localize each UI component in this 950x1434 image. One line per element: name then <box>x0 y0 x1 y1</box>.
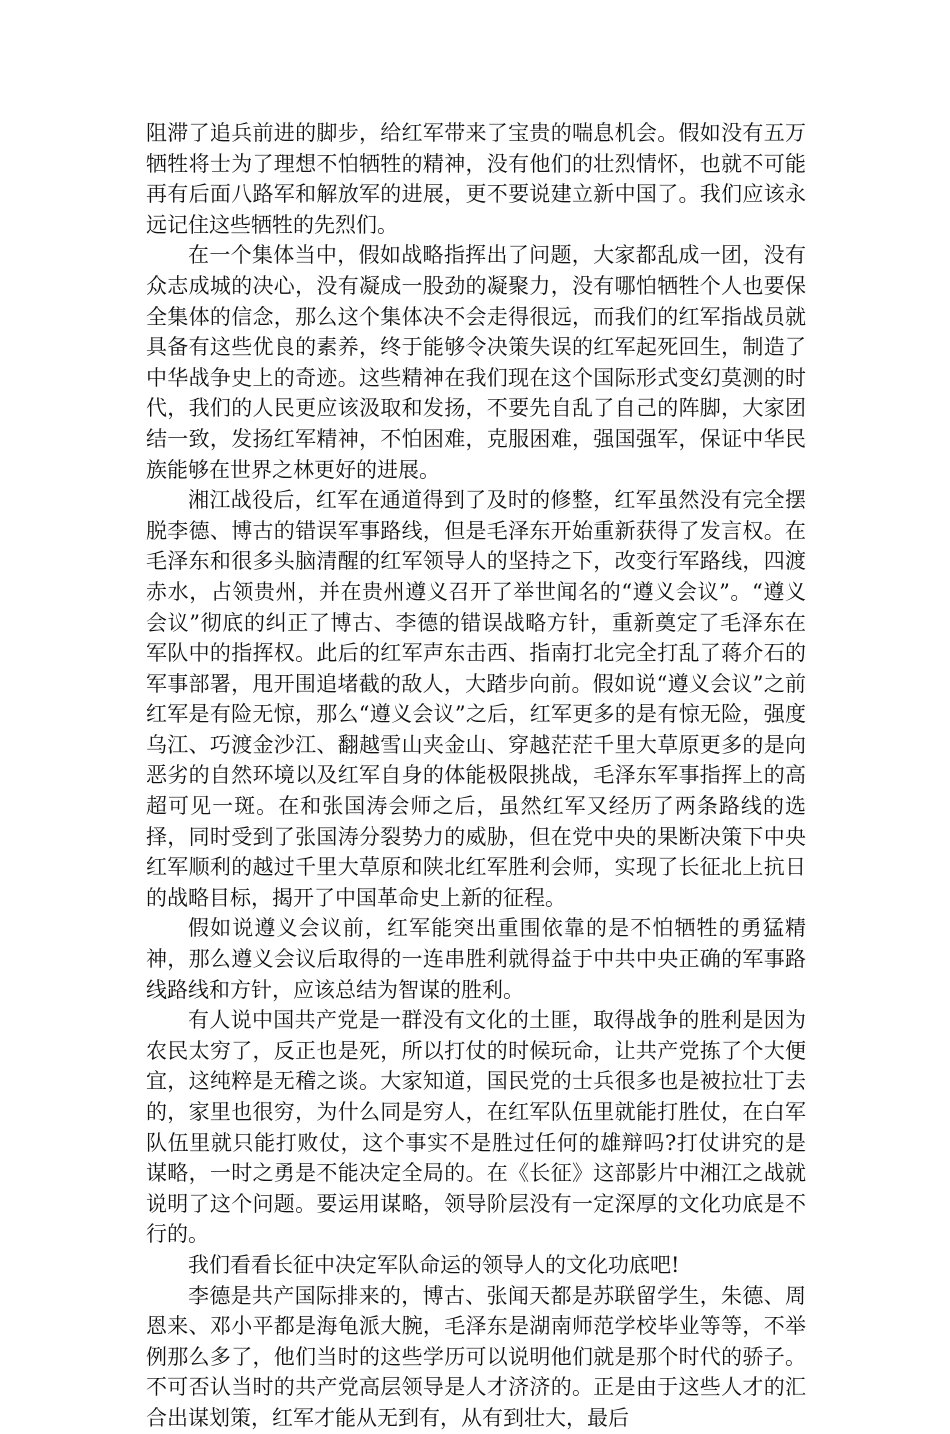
paragraph-7: 李德是共产国际排来的，博古、张闻天都是苏联留学生，朱德、周恩来、邓小平都是海龟派大腕，毛泽东是湖南师范学校毕业等等，不举例那么多了，他们当时的这些学历可以说明他们就是那个时代的骄子。不可否认当时的共产党高层领导是人才济济的。正是由于这些人才的汇合出谋划策，红军才能从无到有，从有到壮大，最后 <box>146 1283 806 1430</box>
paragraph-2: 在一个集体当中，假如战略指挥出了问题，大家都乱成一团，没有众志成城的决心，没有凝成一股劲的凝聚力，没有哪怕牺牲个人也要保全集体的信念，那么这个集体决不会走得很远，而我们的红军指战员就具备有这些优良的素养，终于能够令决策失误的红军起死回生，制造了中华战争史上的奇迹。这些精神在我们现在这个国际形式变幻莫测的时代，我们的人民更应该汲取和发扬，不要先自乱了自己的阵脚，大家团结一致，发扬红军精神，不怕困难，克服困难，强国强军，保证中华民族能够在世界之林更好的进展。 <box>146 243 806 482</box>
paragraph-3: 湘江战役后，红军在通道得到了及时的修整，红军虽然没有完全摆脱李德、博古的错误军事路线，但是毛泽东开始重新获得了发言权。在毛泽东和很多头脑清醒的红军领导人的坚持之下，改变行军路线，四渡赤水，占领贵州，并在贵州遵义召开了举世闻名的“遵义会议”。“遵义会议”彻底的纠正了博古、李德的错误战略方针，重新奠定了毛泽东在军队中的指挥权。此后的红军声东击西、指南打北完全打乱了蒋介石的军事部署，甩开围追堵截的敌人，大踏步向前。假如说“遵义会议”之前红军是有险无惊，那么“遵义会议”之后，红军更多的是有惊无险，强度乌江、巧渡金沙江、翻越雪山夹金山、穿越茫茫千里大草原更多的是向恶劣的自然环境以及红军自身的体能极限挑战，毛泽东军事指挥上的高超可见一斑。在和张国涛会师之后，虽然红军又经历了两条路线的选择，同时受到了张国涛分裂势力的威胁，但在党中央的果断决策下中央红军顺利的越过千里大草原和陕北红军胜利会师，实现了长征北上抗日的战略目标，揭开了中国革命史上新的征程。 <box>146 488 806 910</box>
document-page <box>146 118 806 1434</box>
paragraph-6: 我们看看长征中决定军队命运的领导人的文化功底吧! <box>188 1252 680 1277</box>
paragraph-4: 假如说遵义会议前，红军能突出重围依靠的是不怕牺牲的勇猛精神，那么遵义会议后取得的一连串胜利就得益于中共中央正确的军事路线路线和方针，应该总结为智谋的胜利。 <box>146 916 806 1002</box>
paragraph-5: 有人说中国共产党是一群没有文化的土匪，取得战争的胜利是因为农民太穷了，反正也是死，所以打仗的时候玩命，让共产党拣了个大便宜，这纯粹是无稽之谈。大家知道，国民党的士兵很多也是被拉壮丁去的，家里也很穷，为什么同是穷人，在红军队伍里就能打胜仗，在白军队伍里就只能打败仗，这个事实不是胜过任何的雄辩吗?打仗讲究的是谋略，一时之勇是不能决定全局的。在《长征》这部影片中湘江之战就说明了这个问题。要运用谋略，领导阶层没有一定深厚的文化功底是不行的。 <box>146 1008 806 1247</box>
paragraph-1: 阻滞了追兵前进的脚步，给红军带来了宝贵的喘息机会。假如没有五万牺牲将士为了理想不怕牺牲的精神，没有他们的壮烈情怀，也就不可能再有后面八路军和解放军的进展，更不要说建立新中国了。我们应该永远记住这些牺牲的先烈们。 <box>146 121 806 237</box>
